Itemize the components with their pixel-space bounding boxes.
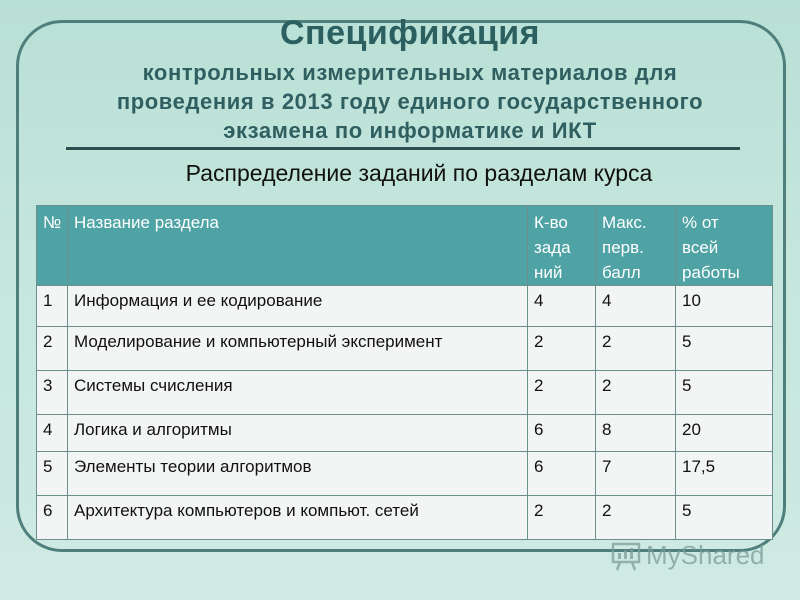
header-max-score-line: Макс. <box>602 213 647 232</box>
cell-max-score: 2 <box>596 496 676 540</box>
cell-max-score: 4 <box>596 286 676 327</box>
subtitle-line-2: проведения в 2013 году единого государственного <box>116 89 704 114</box>
table-header-row <box>37 206 773 286</box>
cell-task-count: 6 <box>528 452 596 496</box>
table-row <box>37 452 773 496</box>
cell-task-count: 2 <box>528 371 596 415</box>
cell-max-score: 2 <box>596 327 676 371</box>
cell-percent: 5 <box>676 496 773 540</box>
header-task-count-line: К-во <box>534 213 568 232</box>
cell-task-count: 6 <box>528 415 596 452</box>
page-subtitle <box>40 58 780 145</box>
page-title: Спецификация <box>279 14 541 52</box>
cell-section-name: Логика и алгоритмы <box>68 415 528 452</box>
header-section-name: Название раздела <box>68 206 528 286</box>
header-percent-line: работы <box>682 263 740 282</box>
table-row <box>37 286 773 327</box>
cell-percent: 17,5 <box>676 452 773 496</box>
section-title: Распределение заданий по разделам курса <box>185 160 653 186</box>
table-row <box>37 415 773 452</box>
cell-percent: 10 <box>676 286 773 327</box>
watermark-text: MyShared <box>646 540 765 570</box>
cell-percent: 20 <box>676 415 773 452</box>
divider <box>66 147 740 150</box>
cell-percent: 5 <box>676 371 773 415</box>
header-task-count-line: зада <box>534 238 571 257</box>
cell-section-name: Архитектура компьютеров и компьют. сетей <box>68 496 528 540</box>
header-max-score-line: балл <box>602 263 641 282</box>
cell-num: 6 <box>37 496 68 540</box>
header-task-count <box>528 206 596 286</box>
cell-num: 3 <box>37 371 68 415</box>
distribution-table <box>36 205 773 540</box>
cell-max-score: 8 <box>596 415 676 452</box>
cell-num: 1 <box>37 286 68 327</box>
cell-task-count: 2 <box>528 327 596 371</box>
subtitle-line-1: контрольных измерительных материалов для <box>142 60 678 85</box>
header-num: № <box>37 206 68 286</box>
cell-task-count: 2 <box>528 496 596 540</box>
header-percent <box>676 206 773 286</box>
header-max-score <box>596 206 676 286</box>
table-row <box>37 496 773 540</box>
cell-percent: 5 <box>676 327 773 371</box>
presentation-icon <box>610 540 642 572</box>
table-row <box>37 327 773 371</box>
header-percent-line: всей <box>682 238 719 257</box>
header-percent-line: % от <box>682 213 719 232</box>
header-task-count-line: ний <box>534 263 563 282</box>
header-max-score-line: перв. <box>602 238 644 257</box>
subtitle-line-3: экзамена по информатике и ИКТ <box>223 118 597 143</box>
cell-num: 2 <box>37 327 68 371</box>
table-row <box>37 371 773 415</box>
cell-num: 5 <box>37 452 68 496</box>
cell-section-name: Информация и ее кодирование <box>68 286 528 327</box>
cell-task-count: 4 <box>528 286 596 327</box>
cell-section-name: Системы счисления <box>68 371 528 415</box>
cell-num: 4 <box>37 415 68 452</box>
cell-section-name: Моделирование и компьютерный эксперимент <box>68 327 528 371</box>
watermark <box>610 540 790 574</box>
cell-section-name: Элементы теории алгоритмов <box>68 452 528 496</box>
cell-max-score: 2 <box>596 371 676 415</box>
cell-max-score: 7 <box>596 452 676 496</box>
